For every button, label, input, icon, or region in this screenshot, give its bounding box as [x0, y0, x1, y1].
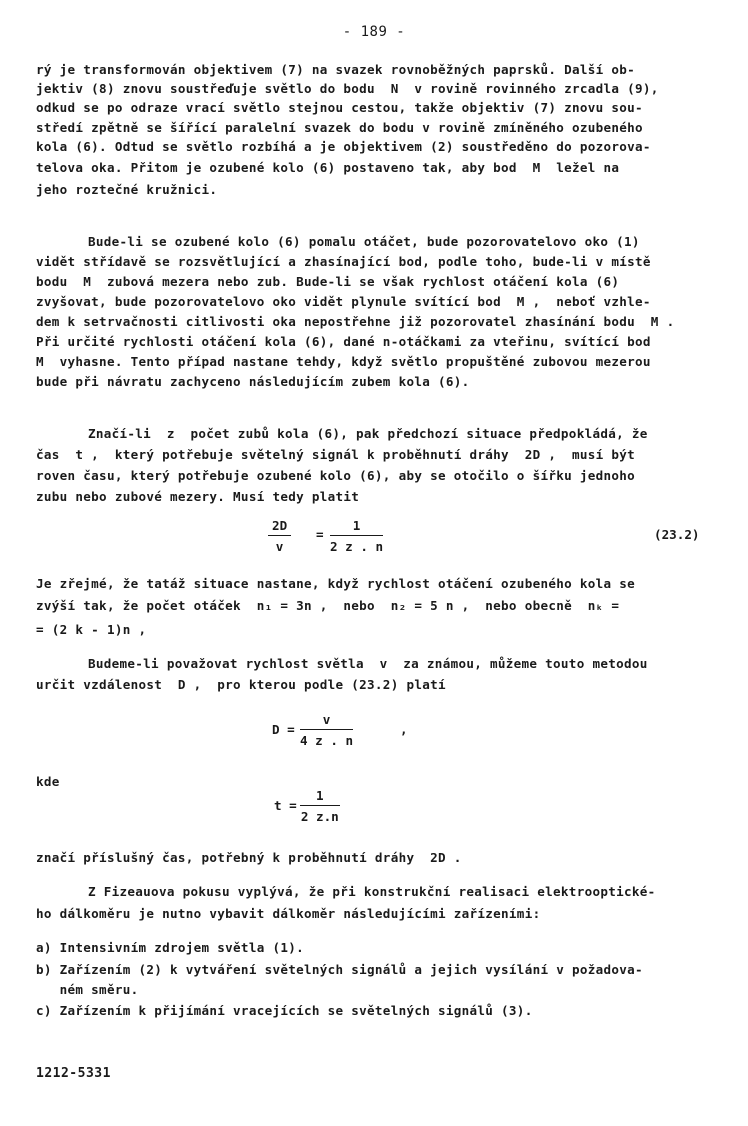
para1-line-3: odkud se po odraze vrací světlo stejnou cestou, takže objektiv (7) znovu sou- [36, 100, 643, 115]
eq1-equals: = [316, 527, 324, 542]
para3-line-2: čas t , který potřebuje světelný signál k proběhnutí dráhy 2D , musí být [36, 447, 636, 462]
list-item-a: a) Intensivním zdrojem světla (1). [36, 940, 304, 955]
list-item-b: b) Zařízením (2) k vytváření světelných signálů a jejich vysílání v požadova- [36, 962, 643, 977]
eq1-left-fraction [268, 518, 291, 554]
para3-line-4: zubu nebo zubové mezery. Musí tedy platit [36, 489, 360, 504]
para4-line-3: = (2 k - 1)n , [36, 622, 147, 637]
eq1-right-denominator: 2 z . n [330, 539, 384, 554]
eq1-left-numerator: 2D [268, 518, 291, 536]
para7-line-1: Z Fizeauova pokusu vyplývá, že při konstrukční realisaci elektrooptické- [88, 884, 656, 899]
para1-line-7: jeho roztečné kružnici. [36, 182, 218, 197]
eq3-fraction [300, 788, 340, 824]
para3-line-3: roven času, který potřebuje ozubené kolo (6), aby se otočilo o šířku jednoho [36, 468, 636, 483]
document-code: 1212-5331 [36, 1066, 111, 1081]
para2-line-5: dem k setrvačnosti citlivosti oka nepostřehne již pozorovatel zhasínání bodu M . [36, 314, 675, 329]
page-number: - 189 - [342, 24, 406, 40]
para1-line-5: kola (6). Odtud se světlo rozbíhá a je objektivem (2) soustředěno do pozorova- [36, 139, 651, 154]
para2-line-2: vidět střídavě se rozsvětlující a zhasínající bod, podle toho, bude-li v místě [36, 254, 651, 269]
eq2-numerator: v [300, 712, 353, 730]
eq2-comma: , [400, 722, 408, 737]
eq3-numerator: 1 [300, 788, 340, 806]
eq2-fraction [300, 712, 353, 748]
para2-line-8: bude při návratu zachyceno následujícím zubem kola (6). [36, 374, 470, 389]
para3-line-1: Značí-li z počet zubů kola (6), pak předchozí situace předpokládá, že [88, 426, 648, 441]
eq1-left-denominator: v [275, 539, 284, 554]
eq2-lhs: D = [272, 722, 295, 737]
eq1-right-fraction [330, 518, 383, 554]
list-item-b-cont: ném směru. [36, 982, 139, 997]
para7-line-2: ho dálkoměru je nutno vybavit dálkoměr následujícími zařízeními: [36, 906, 541, 921]
eq2-denominator: 4 z . n [300, 733, 354, 748]
kde-label: kde [36, 774, 60, 789]
para4-line-2: zvýší tak, že počet otáček n₁ = 3n , nebo n₂ = 5 n , nebo obecně nₖ = [36, 598, 620, 613]
para5-line-2: určit vzdálenost D , pro kterou podle (23.2) platí [36, 677, 446, 692]
para6-line: značí příslušný čas, potřebný k proběhnutí dráhy 2D . [36, 850, 462, 865]
list-item-c: c) Zařízením k přijímání vracejících se světelných signálů (3). [36, 1003, 533, 1018]
para4-line-1: Je zřejmé, že tatáž situace nastane, když rychlost otáčení ozubeného kola se [36, 576, 636, 591]
para5-line-1: Budeme-li považovat rychlost světla v za známou, můžeme touto metodou [88, 656, 648, 671]
para2-line-6: Při určité rychlosti otáčení kola (6), dané n-otáčkami za vteřinu, svítící bod [36, 334, 651, 349]
para1-line-2: jektiv (8) znovu soustřeďuje světlo do bodu N v rovině rovinného zrcadla (9), [36, 81, 659, 96]
eq1-right-numerator: 1 [330, 518, 383, 536]
eq3-lhs: t = [274, 798, 297, 813]
eq1-number: (23.2) [654, 527, 700, 542]
para1-line-4: středí zpětně se šířící paralelní svazek do bodu v rovině zmíněného ozubeného [36, 120, 643, 135]
para2-line-3: bodu M zubová mezera nebo zub. Bude-li se však rychlost otáčení kola (6) [36, 274, 620, 289]
para2-line-1: Bude-li se ozubené kolo (6) pomalu otáčet, bude pozorovatelovo oko (1) [88, 234, 640, 249]
para1-line-6: telova oka. Přitom je ozubené kolo (6) postaveno tak, aby bod M ležel na [36, 160, 620, 175]
para2-line-4: zvyšovat, bude pozorovatelovo oko vidět plynule svítící bod M , neboť vzhle- [36, 294, 651, 309]
eq3-denominator: 2 z.n [300, 809, 339, 824]
para2-line-7: M vyhasne. Tento případ nastane tehdy, když světlo propuštěné zubovou mezerou [36, 354, 651, 369]
para1-line-1: rý je transformován objektivem (7) na svazek rovnoběžných paprsků. Další ob- [36, 62, 636, 77]
